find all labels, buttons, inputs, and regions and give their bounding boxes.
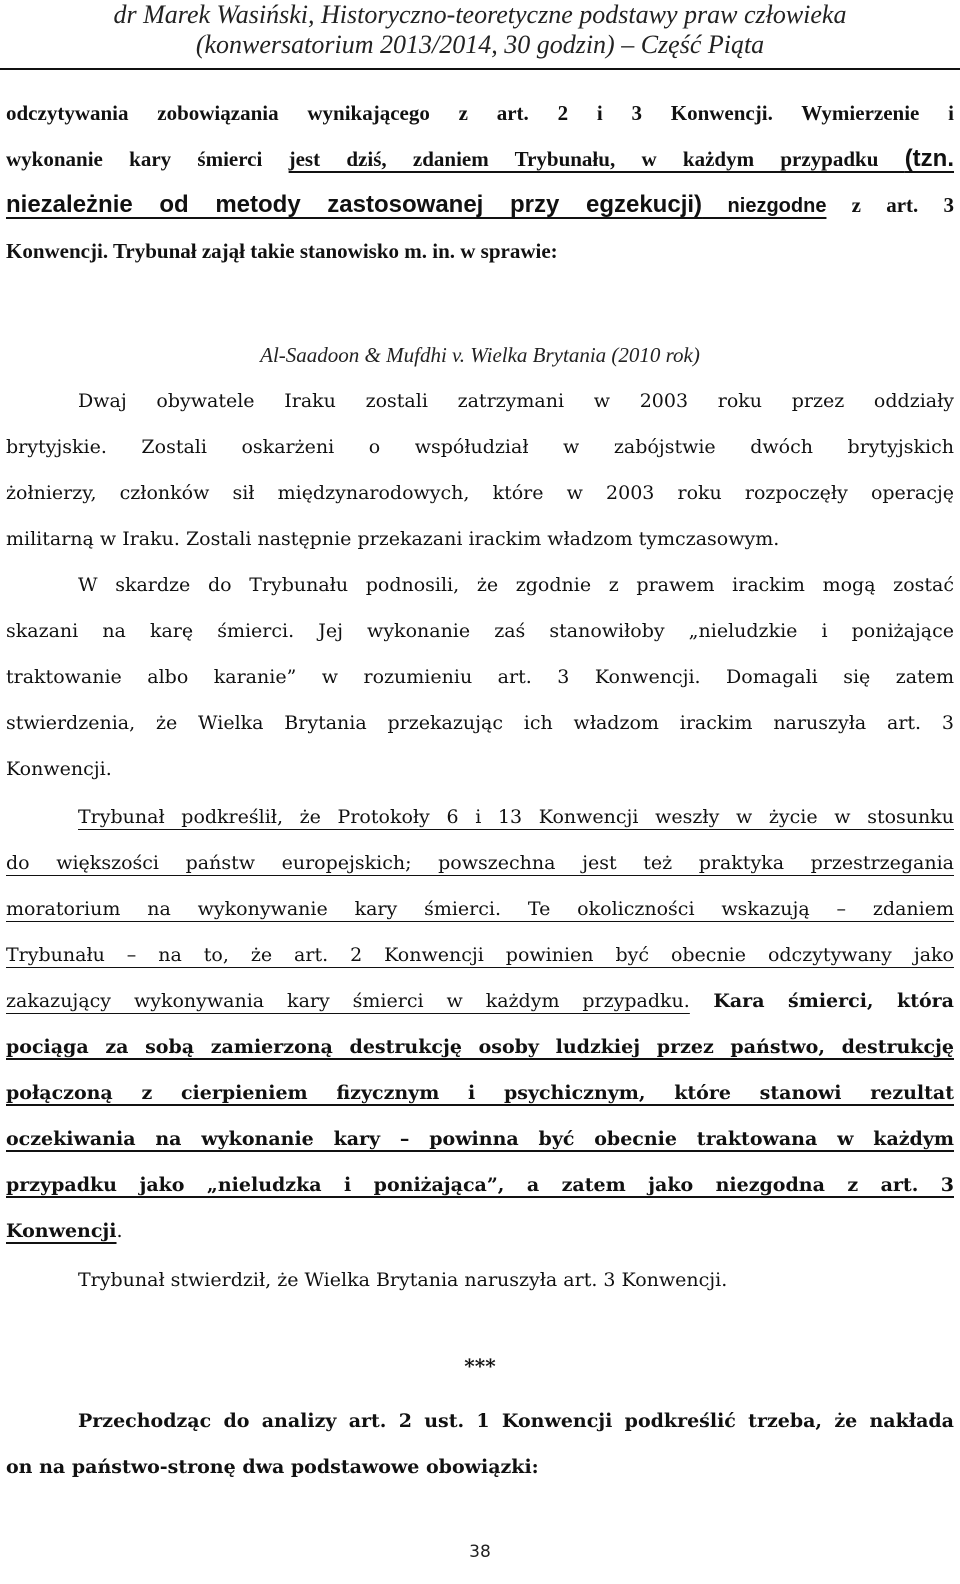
text-line: oczekiwania na wykonanie kary – powinna być obecnie traktowana w każdym: [6, 1128, 954, 1150]
text-line: zakazujący wykonywania kary śmierci w każdym przypadku. Kara śmierci, która: [6, 990, 954, 1012]
text-line: Trybunał stwierdził, że Wielka Brytania naruszyła art. 3 Konwencji.: [78, 1269, 728, 1291]
text-line: pociąga za sobą zamierzoną destrukcję osoby ludzkiej przez państwo, destrukcję: [6, 1036, 954, 1058]
page-header: [0, 0, 960, 66]
text-line: moratorium na wykonywanie kary śmierci. Te okoliczności wskazują – zdaniem: [6, 898, 954, 920]
case-title: Al-Saadoon & Mufdhi v. Wielka Brytania (2010 rok): [260, 343, 700, 367]
text-line: stwierdzenia, że Wielka Brytania przekazując ich władzom irackim naruszyła art. 3: [6, 712, 954, 734]
header-course-info: (konwersatorium 2013/2014, 30 godzin) – Część Piąta: [195, 30, 765, 59]
text-line: niezależnie od metody zastosowanej przy egzekucji) niezgodne z art. 3: [6, 191, 955, 218]
paragraph-court-reasoning: [6, 794, 954, 1254]
paragraph-case-facts: [6, 378, 954, 562]
page-number: 38: [469, 1542, 491, 1562]
paragraph-intro: [6, 90, 954, 274]
text-line: Konwencji.: [6, 758, 112, 780]
text-line: do większości państw europejskich; powszechna jest też praktyka przestrzegania: [6, 852, 954, 874]
text-line: skazani na karę śmierci. Jej wykonanie zaś stanowiłoby „nieludzkie i poniżające: [6, 620, 954, 642]
text-line: Dwaj obywatele Iraku zostali zatrzymani w 2003 roku przez oddziały: [78, 390, 954, 412]
text-line: przypadku jako „nieludzka i poniżająca”, a zatem jako niezgodna z art. 3: [6, 1174, 954, 1196]
header-author-title: dr Marek Wasiński, Historyczno-teoretyczne podstawy praw człowieka: [113, 0, 847, 29]
text-line: odczytywania zobowiązania wynikającego z art. 2 i 3 Konwencji. Wymierzenie i: [6, 101, 954, 125]
text-line: W skardze do Trybunału podnosili, że zgodnie z prawem irackim mogą zostać: [78, 574, 954, 596]
text-line: militarną w Iraku. Zostali następnie przekazani irackim władzom tymczasowym.: [6, 528, 780, 550]
text-line: Trybunału – na to, że art. 2 Konwencji powinien być obecnie odczytywany jako: [6, 944, 954, 966]
text-line: Konwencji. Trybunał zajął takie stanowisko m. in. w sprawie:: [6, 239, 558, 263]
text-line: on na państwo-stronę dwa podstawowe obowiązki:: [6, 1456, 539, 1478]
paragraph-verdict: [6, 1257, 954, 1303]
text-line: wykonanie kary śmierci jest dziś, zdaniem Trybunału, w każdym przypadku (tzn.: [6, 145, 954, 172]
section-separator: ***: [464, 1354, 496, 1378]
text-line: żołnierzy, członków sił międzynarodowych, które w 2003 roku rozpoczęły operację: [6, 482, 954, 504]
paragraph-obligations-intro: [6, 1398, 954, 1490]
text-line: Trybunał podkreślił, że Protokoły 6 i 13 Konwencji weszły w życie w stosunku: [78, 806, 954, 828]
text-line: Przechodząc do analizy art. 2 ust. 1 Konwencji podkreślić trzeba, że nakłada: [78, 1410, 954, 1432]
text-line: połączoną z cierpieniem fizycznym i psychicznym, które stanowi rezultat: [6, 1082, 954, 1104]
text-line: traktowanie albo karanie” w rozumieniu art. 3 Konwencji. Domagali się zatem: [6, 666, 954, 688]
text-line: brytyjskie. Zostali oskarżeni o współudział w zabójstwie dwóch brytyjskich: [6, 436, 954, 458]
paragraph-complaint: [6, 562, 954, 792]
text-line: Konwencji.: [6, 1220, 123, 1242]
header-divider: [0, 68, 960, 70]
